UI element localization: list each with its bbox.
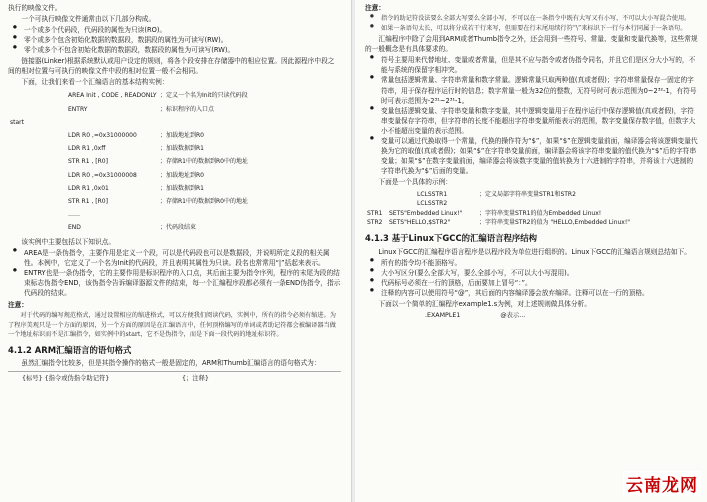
code-line xyxy=(8,195,341,208)
code-line xyxy=(8,208,341,221)
code-comment xyxy=(160,116,341,129)
left-page xyxy=(0,0,352,502)
code-label xyxy=(8,169,68,182)
code-instruction: END xyxy=(68,224,81,232)
code-label xyxy=(8,129,68,142)
left-top-line: 执行的映像文件。 xyxy=(8,4,62,12)
code-comment: ；代码段结束 xyxy=(160,224,197,232)
section-heading: 4.1.3 基于Linux下GCC的汇编语言程序结构 xyxy=(365,232,537,243)
code-label xyxy=(8,195,68,208)
code-instruction: AREA Init , CODE , READONLY xyxy=(68,92,157,100)
section-heading: 4.1.2 ARM汇编语言的语句格式 xyxy=(8,344,132,355)
code-label xyxy=(8,182,68,195)
code-label xyxy=(8,155,68,168)
footer-code-right: @表示... xyxy=(500,311,526,319)
code-instruction: LDR R1 ,0x01 xyxy=(68,184,109,192)
list-item: ● 一个或多个代码段，代码段的属性为只读(RO)。 xyxy=(8,25,341,35)
code-line xyxy=(8,221,341,234)
list-item: ● 零个或多个包含初始化数据的数据段，数据段的属性为可读写(RW)。 xyxy=(8,35,341,45)
code-instruction: LCLSSTR1 xyxy=(417,190,448,198)
left-paragraph-3: 下面，让我们来看一个汇编语言的基本结构实例： xyxy=(21,78,169,87)
list-item: ● AREA是一条伪指令，主要作用是定义一个段，可以是代码段也可以是数据段，并说明所定义段的相关属性。本例中，它定义了一个名为Init的代码段，并且表明其属性为只读。段名也常常用“|”括起来表示。 xyxy=(8,248,341,268)
code-comment xyxy=(160,208,341,221)
code-label: STR1 xyxy=(367,209,383,217)
code-label xyxy=(8,89,68,102)
list-item: ● 常量包括逻辑常量、字符串常量和数字常量。逻辑常量只取两种值(真或者假)；字符串常量保存一固定的字符串，用于保存程序运行时的信息；数字常量一般为32位的整数，无符号时可表示范围为0~2³²-1，有符号时可表示范围为-2³¹~2³¹-1。 xyxy=(365,75,699,105)
left-code-block xyxy=(8,89,341,234)
code-instruction: SETS"Embedded Linux!" xyxy=(389,209,463,217)
syntax-part-b: {；注释} xyxy=(182,375,209,383)
footer-code-left: .EXAMPLE1 xyxy=(425,311,461,319)
watermark-logo: 云南龙网 xyxy=(623,471,701,496)
note-title: 注意： xyxy=(8,300,29,309)
code-line xyxy=(365,218,699,228)
code-label xyxy=(8,208,68,221)
list-item: ● 如果一条语句太长，可以将分成若干行来写，但需要在行末尾用续行符“\”来标识下一行与本行同属于一条语句。 xyxy=(365,24,699,34)
code-comment: ；存储R1中的数据到R0中的地址 xyxy=(160,198,248,205)
code-instruction: STR R1 , [R0] xyxy=(68,158,108,166)
code-instruction: STR R1 , [R0] xyxy=(68,198,108,205)
code-label xyxy=(8,103,68,116)
list-item: ● 零个或多个不包含初始化数据的数据段，数据段的属性为可读写(RW)。 xyxy=(8,45,341,55)
left-paragraph-1: 一个可执行映像文件通常由以下几部分构成。 xyxy=(21,15,156,24)
list-item: ● 代码标号必须在一行的顶格，后面要加上冒号“：”。 xyxy=(365,278,699,288)
code-label xyxy=(8,142,68,155)
right-paragraph-4: 下面以一个简单的汇编程序example1.s为例，对上述规则做具体分析。 xyxy=(378,299,591,308)
list-item: ● 变量可以通过代换取得一个常量，代换的操作符为“$”，如果“$”在逻辑变量前面，编译器会将该逻辑变量代换为它的取值(真或者假)；如果“$”在字符串变量前面，编译器会将该字符串变量的值代换为“$”后的字符串变量；如果“$”在数字变量前面，编译器会将该数字变量的值转换为十六进制的字符串，并将该十六进制的字符串代换为“$”后面的变量。 xyxy=(365,136,699,176)
code-comment: ；定义一个名为Init的只读代码段 xyxy=(160,92,248,100)
code-instruction: LCLSSTR2 xyxy=(417,200,448,208)
code-comment xyxy=(479,199,699,209)
code-label xyxy=(365,199,417,209)
code-footer-line xyxy=(365,311,699,320)
code-comment: ；标识程序的入口点 xyxy=(160,105,215,113)
code-line xyxy=(365,199,699,209)
note-text: 对于代码的编写规范格式，通过设置相应的缩进格式，可以方便我们阅读代码，实例中，所有的指令必须有缩进。为了程序美观只是一个方面的原因，另一个方面的原因是在汇编语言中，任何顶格编写的单词或者助记符都会被编译器当做一个地址标识而不是汇编指令，如实例中的start，它不是伪指令，而是下面一段代码的地址标识符。 xyxy=(8,311,336,339)
code-line xyxy=(8,155,341,168)
code-instruction: …… xyxy=(68,211,80,219)
code-line xyxy=(365,190,699,200)
code-line xyxy=(8,89,341,102)
right-paragraph-2: 下面是一个具体的示例： xyxy=(378,177,452,186)
left-paragraph-5: 虽然汇编指令比较多，但是其指令操作的格式一般是固定的，ARM和Thumb汇编语言的语句格式为： xyxy=(21,359,321,368)
code-line xyxy=(8,182,341,195)
right-paragraph-1: 汇编程序中除了会用到ARM或者Thumb指令之外，还会用到一些符号、常量、变量和变量代换等，这些常规的一般概念是有具体要求的。 xyxy=(365,35,698,54)
list-item: ● 注释的内容可以使用符号“@”，其后面的内容编译器会放弃编译。注释可以在一行的顶格。 xyxy=(365,288,699,298)
code-label xyxy=(365,190,417,200)
code-comment: ；加载数据到R1 xyxy=(160,145,204,153)
right-list-2 xyxy=(365,258,699,298)
code-line xyxy=(8,142,341,155)
list-item: ● 大小写区分(要么全部大写，要么全部小写，不可以大小写混用)。 xyxy=(365,268,699,278)
syntax-part-a: {标号} {指令或伪指令助记符} xyxy=(22,375,110,383)
code-label xyxy=(8,221,68,234)
code-label: STR2 xyxy=(367,219,383,227)
code-label: start xyxy=(10,118,24,126)
code-line xyxy=(365,209,699,219)
code-instruction: LDR R0 ,=0x31000008 xyxy=(68,171,137,179)
code-instruction: LDR R1 ,0xff xyxy=(68,145,106,153)
code-comment: ；字符串变量STR2的值为 "HELLO,Embedded Linux!" xyxy=(479,219,631,227)
list-item: ● ENTRY也是一条伪指令，它的主要作用是标识程序的入口点，其后面主要为指令序列，程序的末尾为段的结束标志伪指令END，该伪指令告诉编译器源文件的结束，每一个汇编程序段都必须有一条END伪指令，指示代码段的结束。 xyxy=(8,268,341,298)
code-comment: ；定义局部字符串变量STR1和STR2 xyxy=(479,190,576,198)
left-paragraph-2: 链接器(Linker)根据系统默认或用户设定的规则，将各个段安排在存储器中的相应位置。因此源程序中段之间的相对位置与可执行的映像文件中段的相对位置一般不会相同。 xyxy=(8,57,335,76)
code-line xyxy=(8,116,341,129)
code-instruction: ENTRY xyxy=(68,105,88,113)
left-list-2 xyxy=(8,248,341,298)
right-page xyxy=(355,0,707,502)
code-instruction xyxy=(68,116,160,129)
syntax-line xyxy=(8,371,341,383)
code-instruction: LDR R0 ,=0x31000000 xyxy=(68,131,137,139)
code-line xyxy=(8,169,341,182)
left-paragraph-4: 该实例中主要包括以下知识点。 xyxy=(21,237,116,246)
code-comment: ；存储R1中的数据到R0中的地址 xyxy=(160,158,248,166)
list-item: ● 变量包括逻辑变量、字符串变量和数字变量，其中逻辑变量用于在程序运行中保存逻辑值(真或者假)，字符串变量保存字符串，但字符串的长度不能超出字符串变量所能表示的范围，数字变量保存数字值，但数字大小不能超出变量的表示范围。 xyxy=(365,106,699,136)
left-list-1 xyxy=(8,25,341,55)
code-comment: ；加载数据到R1 xyxy=(160,184,204,192)
code-instruction: SETS"HELLO,$STR2" xyxy=(389,219,451,227)
code-comment: ；加载地址到R0 xyxy=(160,171,204,179)
list-item: ● 指令的助记符没法要么全部大写要么全部小写，不可以在一条指令中既有大写又有小写，不可以大小写混合使用。 xyxy=(365,14,699,24)
list-item: ● 所有的指令均不能顶格写。 xyxy=(365,258,699,268)
code-line xyxy=(8,103,341,116)
code-comment: ；加载地址到R0 xyxy=(160,131,204,139)
code-comment: ；字符串变量STR1的值为Embedded Linux! xyxy=(479,209,602,217)
right-code-block xyxy=(365,190,699,228)
list-item: ● 符号主要用来代替地址、变量或者常量，但是其不应与指令或者伪指令同名，并且它们是区分大小写的，不能与系统的保留字相冲突。 xyxy=(365,55,699,75)
note-title: 注意： xyxy=(365,4,386,12)
right-list-1 xyxy=(365,55,699,176)
right-note-list xyxy=(365,14,699,33)
code-line xyxy=(8,129,341,142)
right-paragraph-3: Linux下GCC的汇编程序语言程序是以程序段为单位进行组织的。Linux下GCC的汇编语言规则总结如下。 xyxy=(378,247,691,256)
